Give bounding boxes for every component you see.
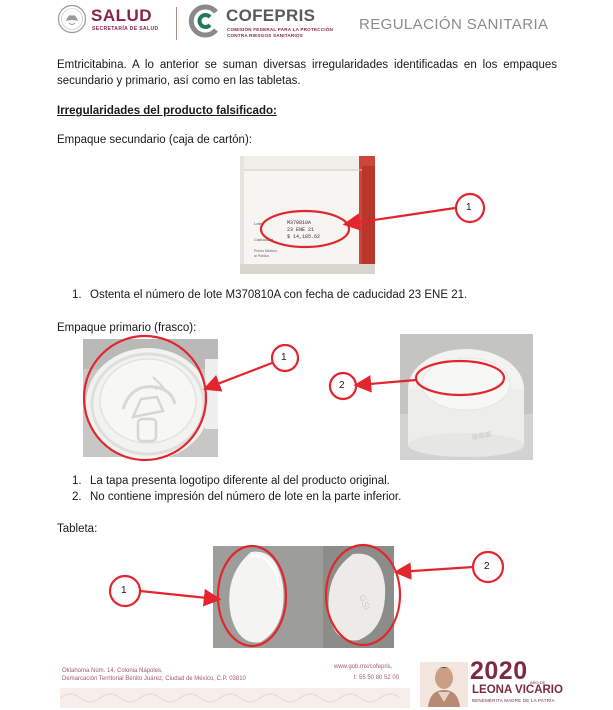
- svg-text:GSI: GSI: [357, 593, 372, 612]
- cofepris-subtitle-line1: COMISIÓN FEDERAL PARA LA PROTECCIÓN: [227, 27, 334, 32]
- callout-arrow-tablet-left: [140, 591, 217, 599]
- footer-pattern-band: [60, 688, 410, 708]
- primary-item-2: [72, 491, 401, 503]
- list-number: 2.: [72, 491, 82, 503]
- footer-website: www.gob.mx/cofepris,: [334, 664, 393, 670]
- list-number: 1.: [72, 289, 82, 301]
- cofepris-logo-icon: [188, 4, 222, 38]
- footer-address-line1: Oklahoma Núm. 14, Colonia Nápoles,: [62, 668, 163, 674]
- callout-number-lot: 1: [466, 202, 472, 213]
- precio-label-1: Precio Máximo: [254, 249, 278, 253]
- tablet-back-photo: [323, 546, 394, 648]
- section-heading: Irregularidades del producto falsificado:: [57, 105, 277, 117]
- footer-phone: t: 55 50 80 52 00: [354, 675, 400, 681]
- header-divider: [176, 7, 177, 40]
- callout-number-tablet-right: 2: [484, 561, 490, 572]
- footer-leona-name: LEONA VICARIO: [472, 684, 563, 696]
- regulacion-sanitaria-label: REGULACIÓN SANITARIA: [359, 16, 549, 33]
- callout-number-cap: 1: [281, 352, 287, 363]
- footer-leona-subtitle: BENEMÉRITA MADRE DE LA PATRIA: [472, 698, 555, 703]
- list-number: 1.: [72, 475, 82, 487]
- callout-number-tablet-left: 1: [121, 585, 127, 596]
- secondary-packaging-label: Empaque secundario (caja de cartón):: [57, 134, 252, 146]
- max-price: $ 14,185.62: [287, 234, 321, 240]
- primary-packaging-label: Empaque primario (frasco):: [57, 322, 197, 334]
- lot-number: M370810A: [287, 220, 312, 226]
- cofepris-title: COFEPRIS: [226, 6, 316, 25]
- expiry-date: 23 ENE 21: [287, 227, 315, 233]
- secondary-item-1: [72, 289, 467, 301]
- tablet-label: Tableta:: [57, 523, 98, 535]
- tablet-front-photo: [213, 546, 323, 648]
- list-text: La tapa presenta logotipo diferente al del producto original.: [90, 475, 390, 487]
- footer-address-line2: Demarcación Territorial Benito Juárez, Ciudad de México, C.P. 03810: [62, 676, 246, 682]
- salud-subtitle: SECRETARÍA DE SALUD: [92, 26, 159, 32]
- salud-title: SALUD: [91, 6, 153, 25]
- leona-vicario-portrait-icon: [420, 662, 468, 707]
- callout-arrow-tablet-right: [398, 567, 473, 572]
- caducidad-label: Caducidad: [254, 237, 274, 242]
- cofepris-subtitle-line2: CONTRA RIESGOS SANITARIOS: [227, 33, 303, 38]
- carton-box-photo: [240, 156, 375, 274]
- callout-number-bottom: 2: [339, 380, 345, 391]
- bottle-bottom-photo: [400, 334, 533, 460]
- list-text: Ostenta el número de lote M370810A con fecha de caducidad 23 ENE 21.: [90, 289, 468, 301]
- intro-paragraph: Emtricitabina. A lo anterior se suman diversas irregularidades identificadas en los empaques secundario y primario, así como en las tabletas.: [57, 59, 557, 87]
- lote-label: Lote: [254, 221, 262, 226]
- bottle-cap-photo: [83, 339, 218, 457]
- footer-leona-top: AÑO DE: [530, 680, 546, 685]
- footer-year: 2020: [470, 657, 528, 685]
- primary-item-1: [72, 475, 390, 487]
- list-text: No contiene impresión del número de lote en la parte inferior.: [90, 491, 402, 503]
- salud-eagle-seal-icon: [57, 4, 87, 34]
- precio-label-2: al Público: [254, 254, 270, 258]
- svg-text:▩▩▩: ▩▩▩: [471, 430, 492, 441]
